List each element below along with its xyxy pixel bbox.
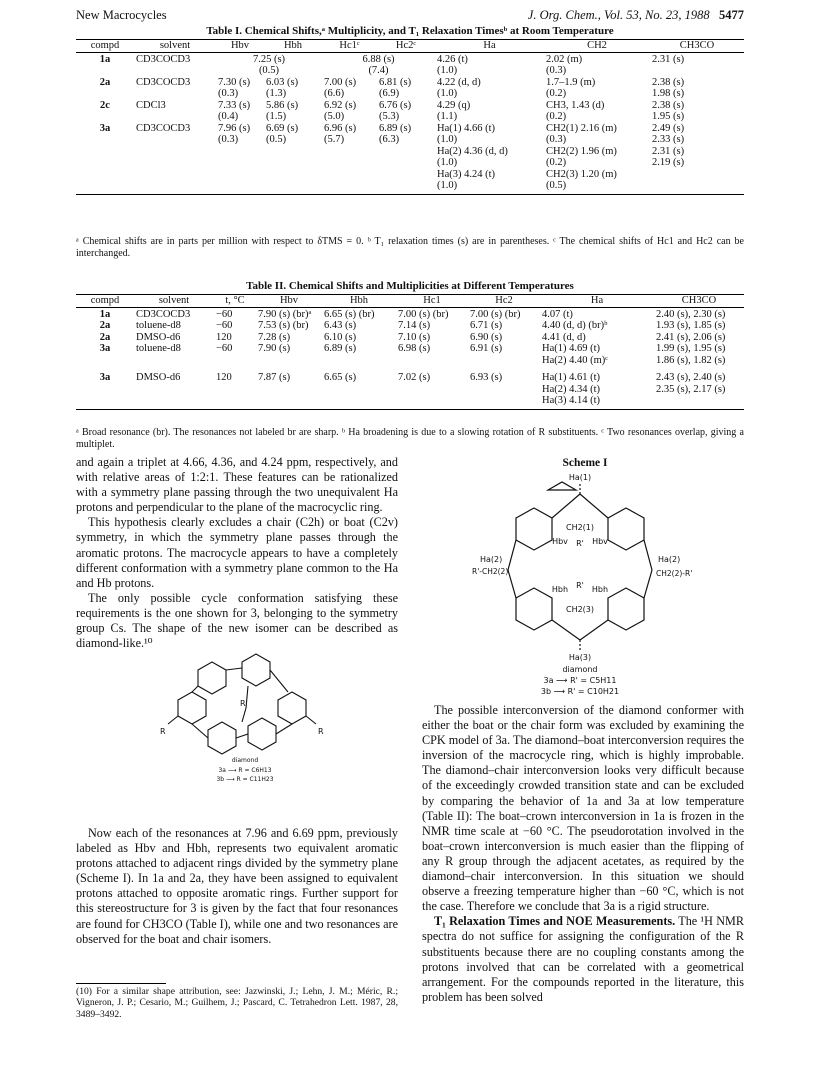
table-cell — [540, 320, 654, 332]
cell-line: 6.10 (s) — [324, 331, 357, 343]
table-cell — [322, 343, 396, 366]
scheme-label: Ha(1) — [568, 473, 592, 482]
cell-line: 6.89 (s) — [324, 343, 357, 354]
r-label: R — [318, 727, 324, 736]
cell-line: 6.90 (s) — [470, 331, 503, 343]
cell-line: (1.5) — [266, 111, 287, 122]
scheme-label: Hbh — [591, 585, 609, 594]
cell-line: (0.5) — [258, 65, 280, 76]
table-cell — [134, 320, 214, 332]
table1-caption: Table I. Chemical Shifts,ᵃ Multiplicity, and T₁ Relaxation Timesᵇ at Room Temperature — [206, 25, 614, 37]
scheme-label: Ha(3) — [568, 653, 592, 662]
cell-line: 6.65 (s) — [324, 372, 357, 383]
cell-line: 4.29 (q) — [437, 99, 471, 111]
cell-line: −60 — [216, 320, 233, 331]
table-cell — [322, 307, 396, 320]
scheme-label: Ha(2) — [658, 555, 681, 564]
table-cell — [435, 123, 544, 195]
section-heading: T₁ Relaxation Times and NOE Measurements. — [434, 914, 676, 929]
figure-caption-line: 3b ⟶ R = C11H23 — [216, 776, 274, 783]
cell-line: (1.0) — [437, 88, 458, 99]
cell-line: 6.96 (s) — [324, 122, 357, 134]
scheme-label: CH2(3) — [565, 605, 595, 614]
column-header: CH3CO — [650, 40, 744, 53]
table-cell — [322, 123, 377, 195]
cell-line: DMSO-d6 — [136, 331, 181, 343]
cell-line: 2.33 (s) — [652, 134, 685, 145]
cell-line: 2.31 (s) — [652, 145, 685, 157]
table-cell — [540, 332, 654, 344]
table-cell — [654, 332, 744, 344]
table-cell — [322, 332, 396, 344]
cell-line: (0.5) — [546, 180, 567, 191]
column-header: solvent — [134, 40, 216, 53]
cell-line: (5.3) — [379, 111, 400, 122]
table-cell — [468, 332, 540, 344]
paragraph: The only possible cycle conformation satisfying these requirements is the one shown for 3, belonging to the symmetry group Cs. The shape of the new isomer can be described as diamond-like.¹⁰ — [76, 590, 398, 651]
table-cell — [650, 100, 744, 123]
cell-line: (0.5) — [266, 134, 287, 145]
cell-line: 6.65 (s) (br) — [324, 308, 375, 320]
cell-line: 7.00 (s) (br) — [398, 308, 449, 320]
table-row — [76, 77, 744, 100]
scheme-caption-line: 3b ⟶ R' = C10H21 — [540, 687, 620, 696]
cell-line: (1.0) — [437, 65, 458, 76]
table-cell: 3a — [76, 123, 134, 195]
table-cell — [76, 332, 134, 344]
cell-line: DMSO-d6 — [136, 372, 181, 383]
cell-line: (7.4) — [368, 65, 389, 76]
column-header: Hc2ᶜ — [377, 40, 435, 53]
footnote-rule — [76, 983, 166, 984]
column-header: t, °C — [214, 295, 256, 308]
table-cell — [396, 332, 468, 344]
scheme-label: Ha(2) — [480, 555, 503, 564]
cell-line: 2a — [99, 320, 111, 331]
paragraph — [422, 914, 744, 1005]
table-cell: 2.31 (s) — [652, 53, 685, 65]
cell-line: (1.3) — [266, 88, 287, 99]
cell-line: 2.38 (s) — [652, 76, 685, 88]
table-cell — [654, 343, 744, 366]
table-row — [76, 100, 744, 123]
cell-line: (1.0) — [437, 180, 458, 191]
cell-line: (6.3) — [379, 134, 400, 145]
table-cell — [264, 77, 322, 100]
cell-line: −60 — [216, 343, 233, 354]
running-header-left: New Macrocycles — [76, 8, 167, 22]
paragraph-text: The ¹H NMR spectra do not suffice for assigning the configuration of the R substituents because there are no coupling constants among the protons involved that can be correlated with a geometrical arrangement. For the compounds reported in the literature, this problem has been solved — [422, 914, 745, 1004]
scheme-label: R'-CH2(2) — [472, 567, 509, 576]
cell-line: 6.89 (s) — [379, 122, 412, 134]
r-label: R — [240, 699, 246, 708]
table-cell — [214, 332, 256, 344]
table-cell — [256, 307, 322, 320]
table-cell — [650, 123, 744, 195]
cell-line: 1.99 (s), 1.95 (s) — [656, 343, 726, 354]
table1-header-row — [76, 40, 744, 53]
cell-line: 4.26 (t) — [437, 53, 468, 65]
column-header: Hc2 — [468, 295, 540, 308]
table-cell — [216, 123, 264, 195]
cell-line: 7.00 (s) — [324, 76, 357, 88]
table-cell — [214, 320, 256, 332]
cell-line: 2.02 (m) — [546, 53, 583, 65]
table2-caption: Table II. Chemical Shifts and Multiplicities at Different Temperatures — [246, 280, 574, 292]
cell-line: 7.87 (s) — [258, 372, 291, 383]
scheme-caption-line: 3a ⟶ R' = C5H11 — [543, 676, 617, 685]
cell-line: 7.02 (s) — [398, 372, 431, 383]
table2-footnote: ᵃ Broad resonance (br). The resonances not labeled br are sharp. ᵇ Ha broadening is due to a slowing rotation of R substituents. ᶜ Two resonances overlap, giving a multiplet. — [76, 427, 744, 450]
scheme-label: CH2(2)-R' — [656, 569, 693, 578]
table2 — [76, 294, 744, 410]
table-row — [76, 332, 744, 344]
table-cell: CD3COCD3 — [136, 76, 191, 88]
table-cell — [650, 77, 744, 100]
cell-line: CD3COCD3 — [136, 308, 191, 320]
table-cell — [256, 332, 322, 344]
paragraph: and again a triplet at 4.66, 4.36, and 4.24 ppm, respectively, and with relative areas of 1:2:1. These features can be rationalized with a symmetry plane passing through the two unequivalent Ha protons and perpendicular to the plane of the macrocyclic ring. — [76, 455, 398, 515]
table-cell — [322, 77, 377, 100]
table-cell — [76, 320, 134, 332]
page-number: 5477 — [719, 8, 744, 22]
cell-line: 1a — [99, 308, 111, 320]
table-cell — [435, 52, 544, 77]
cell-line: 7.53 (s) (br) — [258, 320, 309, 331]
cell-line: 7.00 (s) (br) — [470, 308, 521, 320]
column-header: CH2 — [544, 40, 650, 53]
scheme-caption: diamond — [562, 665, 598, 674]
cell-line: CH2(3) 1.20 (m) — [546, 168, 617, 180]
table-cell — [377, 123, 435, 195]
cell-line: (0.3) — [218, 134, 239, 145]
column-header: Ha — [435, 40, 544, 53]
table-cell — [214, 343, 256, 366]
left-column-top — [76, 455, 398, 651]
cell-line: 6.81 (s) — [379, 76, 412, 88]
cell-line: (5.0) — [324, 111, 345, 122]
cell-line: (1.1) — [437, 111, 458, 122]
table-cell: CD3COCD3 — [134, 123, 216, 195]
table1-footnote: ᵃ Chemical shifts are in parts per million with respect to δTMS = 0. ᵇ T₁ relaxation times (s) are in parentheses. ᶜ The chemical shifts of Hc1 and Hc2 can be interchanged. — [76, 236, 744, 259]
cell-line: 1.86 (s), 1.82 (s) — [656, 354, 726, 366]
column-header: Hbv — [256, 295, 322, 308]
cell-line: Ha(1) 4.61 (t) — [542, 372, 601, 383]
paragraph: The possible interconversion of the diamond conformer with either the boat or the chair form was excluded by examining the CPK model of 3a. The diamond–boat interconversion requires the inversion of the macrocycle ring, which is highly improbable. The diamond–chair interconversion looks very difficult because of the exceedingly crowded transition state and can be excluded by comparing the behavior of 1a and 3a at low temperature (Table II): The boat–crown interconversion in 1a is frozen in the NMR time scale at −60 °C. The pseudorotation involved in the boat–crown interconversion is much easier than the flipping of any R group through the adjacent acetates, as required by the diamond–chair interconversion. In this situation we should observe a freezing temperature higher than −60 °C, which is not the case. Therefore we conclude that 3a is a rigid structure. — [422, 703, 744, 914]
cell-line: 4.22 (d, d) — [437, 76, 481, 88]
cell-line: 6.71 (s) — [470, 320, 503, 331]
table-cell — [214, 307, 256, 320]
cell-line: (0.2) — [546, 111, 567, 122]
cell-line: (0.3) — [546, 134, 567, 145]
column-header: Hc1ᶜ — [322, 40, 377, 53]
reference-footnote: (10) For a similar shape attribution, see: Jazwinski, J.; Lehn, J. M.; Méric, R.; Vigneron, J. P.; Cesario, M.; Guilhem, J.; Pascard, C. Tetrahedron Lett. 1987, 28, 3489–3492. — [76, 986, 398, 1020]
column-header: Hbh — [264, 40, 322, 53]
table-cell — [435, 77, 544, 100]
cell-line: 6.76 (s) — [379, 99, 412, 111]
figure-caption-line: 3a ⟶ R = C6H13 — [218, 767, 272, 774]
cell-line: 1.95 (s) — [652, 111, 685, 122]
cell-line: 2.35 (s), 2.17 (s) — [656, 383, 726, 395]
column-header: Hbh — [322, 295, 396, 308]
table-cell — [264, 123, 322, 195]
table-cell — [76, 366, 134, 409]
cell-line: 2.49 (s) — [652, 122, 685, 134]
table-cell — [396, 320, 468, 332]
cell-line: 7.28 (s) — [258, 331, 291, 343]
table-cell — [216, 77, 264, 100]
table-cell — [654, 307, 744, 320]
table-row — [76, 343, 744, 366]
table-cell — [377, 77, 435, 100]
table-row — [76, 320, 744, 332]
column-header: CH3CO — [654, 295, 744, 308]
cell-line: 1.98 (s) — [652, 88, 685, 99]
table-cell — [264, 100, 322, 123]
cell-line: 7.14 (s) — [398, 320, 431, 331]
cell-line: (6.9) — [379, 88, 400, 99]
table-cell — [214, 366, 256, 409]
cell-line: 6.92 (s) — [324, 99, 357, 111]
cell-line: 7.96 (s) — [218, 122, 251, 134]
cell-line: 2a — [99, 331, 111, 343]
paragraph: Now each of the resonances at 7.96 and 6.69 ppm, previously labeled as Hbv and Hbh, represents two equivalent aromatic protons attached to adjacent rings divided by the symmetry plane (Scheme I). In 1a and 2a, they have been assigned to equivalent protons attached to opposite aromatic rings. Further support for this stereostructure for 3 is given by the fact that four resonances are found for CH3CO (Table I), while one and two resonances are observed for the boat and chair isomers. — [76, 826, 398, 946]
cell-line: (1.0) — [437, 134, 458, 145]
cell-line: 2.19 (s) — [652, 157, 685, 168]
table-cell — [544, 123, 650, 195]
table-cell — [540, 366, 654, 409]
table-cell — [540, 307, 654, 320]
cell-line: 6.03 (s) — [266, 76, 299, 88]
cell-line: 6.98 (s) — [398, 343, 431, 354]
table-cell — [468, 307, 540, 320]
table-cell — [377, 100, 435, 123]
cell-line: CH2(2) 1.96 (m) — [546, 145, 617, 157]
column-header: solvent — [134, 295, 214, 308]
table-row — [76, 123, 744, 195]
table-cell — [396, 307, 468, 320]
cell-line: Ha(1) 4.66 (t) — [437, 122, 496, 134]
table-cell: CDCl3 — [136, 99, 166, 111]
cell-line: 2.43 (s), 2.40 (s) — [656, 372, 726, 383]
table-cell — [468, 366, 540, 409]
left-column-bottom — [76, 826, 398, 947]
cell-line: 6.69 (s) — [266, 122, 299, 134]
cell-line: 1.93 (s), 1.85 (s) — [656, 320, 726, 331]
table1 — [76, 39, 744, 195]
cell-line: 120 — [216, 372, 232, 383]
table-cell — [322, 100, 377, 123]
table2-header-row — [76, 295, 744, 308]
scheme-title: Scheme I — [562, 457, 608, 469]
table-cell — [396, 343, 468, 366]
cell-line: Ha(2) 4.40 (m)ᶜ — [542, 354, 608, 366]
cell-line: 6.93 (s) — [470, 372, 503, 383]
cell-line: (1.0) — [437, 157, 458, 168]
cell-line: 2.40 (s), 2.30 (s) — [656, 308, 726, 320]
table-cell — [256, 343, 322, 366]
scheme-label: R' — [576, 539, 584, 548]
cell-line: (0.3) — [546, 65, 567, 76]
table-cell — [134, 366, 214, 409]
cell-line: Ha(2) 4.34 (t) — [542, 383, 601, 395]
cell-line: 3a — [99, 343, 111, 354]
cell-line: −60 — [216, 308, 233, 320]
cell-line: CH3, 1.43 (d) — [546, 99, 605, 111]
table-cell — [468, 320, 540, 332]
figure-caption: diamond — [231, 757, 259, 764]
cell-line: (0.2) — [546, 88, 567, 99]
table-cell — [134, 343, 214, 366]
table-cell — [76, 343, 134, 366]
scheme-label: Hbh — [551, 585, 569, 594]
scheme-label: R' — [576, 581, 584, 590]
table-cell — [256, 366, 322, 409]
cell-line: 1.7–1.9 (m) — [546, 76, 596, 88]
running-header-right — [528, 8, 744, 23]
table-cell — [134, 307, 214, 320]
cell-line: 4.40 (d, d) (br)ᵇ — [542, 320, 608, 331]
column-header: Ha — [540, 295, 654, 308]
cell-line: CH2(1) 2.16 (m) — [546, 122, 617, 134]
cell-line: (6.6) — [324, 88, 345, 99]
table-cell — [396, 366, 468, 409]
table-row — [76, 307, 744, 320]
cell-line: (0.4) — [218, 111, 239, 122]
r-label: R — [160, 727, 166, 736]
table-row — [76, 52, 744, 77]
table-cell — [216, 52, 322, 77]
scheme-label: Hbv — [592, 537, 608, 546]
cell-line: (5.7) — [324, 134, 345, 145]
cell-line: toluene-d8 — [136, 343, 181, 354]
cell-line: 6.91 (s) — [470, 343, 503, 354]
table-cell: 1a — [99, 53, 111, 65]
table-row — [76, 366, 744, 409]
table-cell — [544, 100, 650, 123]
cell-line: Ha(3) 4.14 (t) — [542, 395, 601, 406]
table-cell — [134, 332, 214, 344]
table-cell — [322, 320, 396, 332]
cell-line: 2.38 (s) — [652, 99, 685, 111]
cell-line: toluene-d8 — [136, 320, 181, 331]
journal-citation: J. Org. Chem., Vol. 53, No. 23, 1988 — [527, 8, 710, 22]
table-cell — [544, 77, 650, 100]
paragraph: This hypothesis clearly excludes a chair (C2h) or boat (C2v) symmetry, in which the symmetry plane passes through the aromatic protons. The macrocycle appears to have a completely different conformation with a symmetry plane common to the Ha and Hb protons. — [76, 515, 398, 590]
table-cell — [216, 100, 264, 123]
table-cell — [540, 343, 654, 366]
cell-line: 7.30 (s) — [218, 76, 251, 88]
cell-line: 7.10 (s) — [398, 331, 431, 343]
cell-line: Ha(3) 4.24 (t) — [437, 168, 496, 180]
cell-line: Ha(2) 4.36 (d, d) — [437, 145, 508, 157]
cell-line: 5.86 (s) — [266, 99, 299, 111]
table-cell: 2c — [100, 99, 110, 111]
cell-line: 2.41 (s), 2.06 (s) — [656, 331, 726, 343]
table-cell — [435, 100, 544, 123]
scheme-i-diagram — [472, 470, 693, 696]
table-cell — [544, 52, 650, 77]
cell-line: 4.41 (d, d) — [542, 331, 586, 343]
table-cell — [654, 366, 744, 409]
cell-line: 4.07 (t) — [542, 308, 573, 320]
cell-line: Ha(1) 4.69 (t) — [542, 343, 601, 354]
scheme-label: CH2(1) — [565, 523, 595, 532]
cell-line: (0.2) — [546, 157, 567, 168]
table-cell: CD3COCD3 — [136, 53, 191, 65]
scheme-label: Hbv — [552, 537, 568, 546]
table-cell — [256, 320, 322, 332]
table-cell — [76, 307, 134, 320]
table-cell — [322, 52, 435, 77]
cell-line: 120 — [216, 331, 232, 343]
cell-line: (0.3) — [218, 88, 239, 99]
cell-line: 7.33 (s) — [218, 99, 251, 111]
column-header: Hc1 — [396, 295, 468, 308]
column-header: Hbv — [216, 40, 264, 53]
cell-line: 6.88 (s) — [362, 53, 395, 65]
table-cell — [322, 366, 396, 409]
diamond-structure-figure — [150, 648, 340, 783]
cell-line: 7.90 (s) (br)ᵃ — [258, 308, 312, 320]
column-header: compd — [76, 295, 134, 308]
right-column — [422, 703, 744, 1005]
table-cell: 2a — [99, 76, 111, 88]
cell-line: 3a — [99, 372, 111, 383]
cell-line: 6.43 (s) — [324, 320, 357, 331]
column-header: compd — [76, 40, 134, 53]
table-cell — [468, 343, 540, 366]
cell-line: 7.25 (s) — [252, 53, 286, 65]
cell-line: 7.90 (s) — [258, 343, 291, 354]
table-cell — [654, 320, 744, 332]
